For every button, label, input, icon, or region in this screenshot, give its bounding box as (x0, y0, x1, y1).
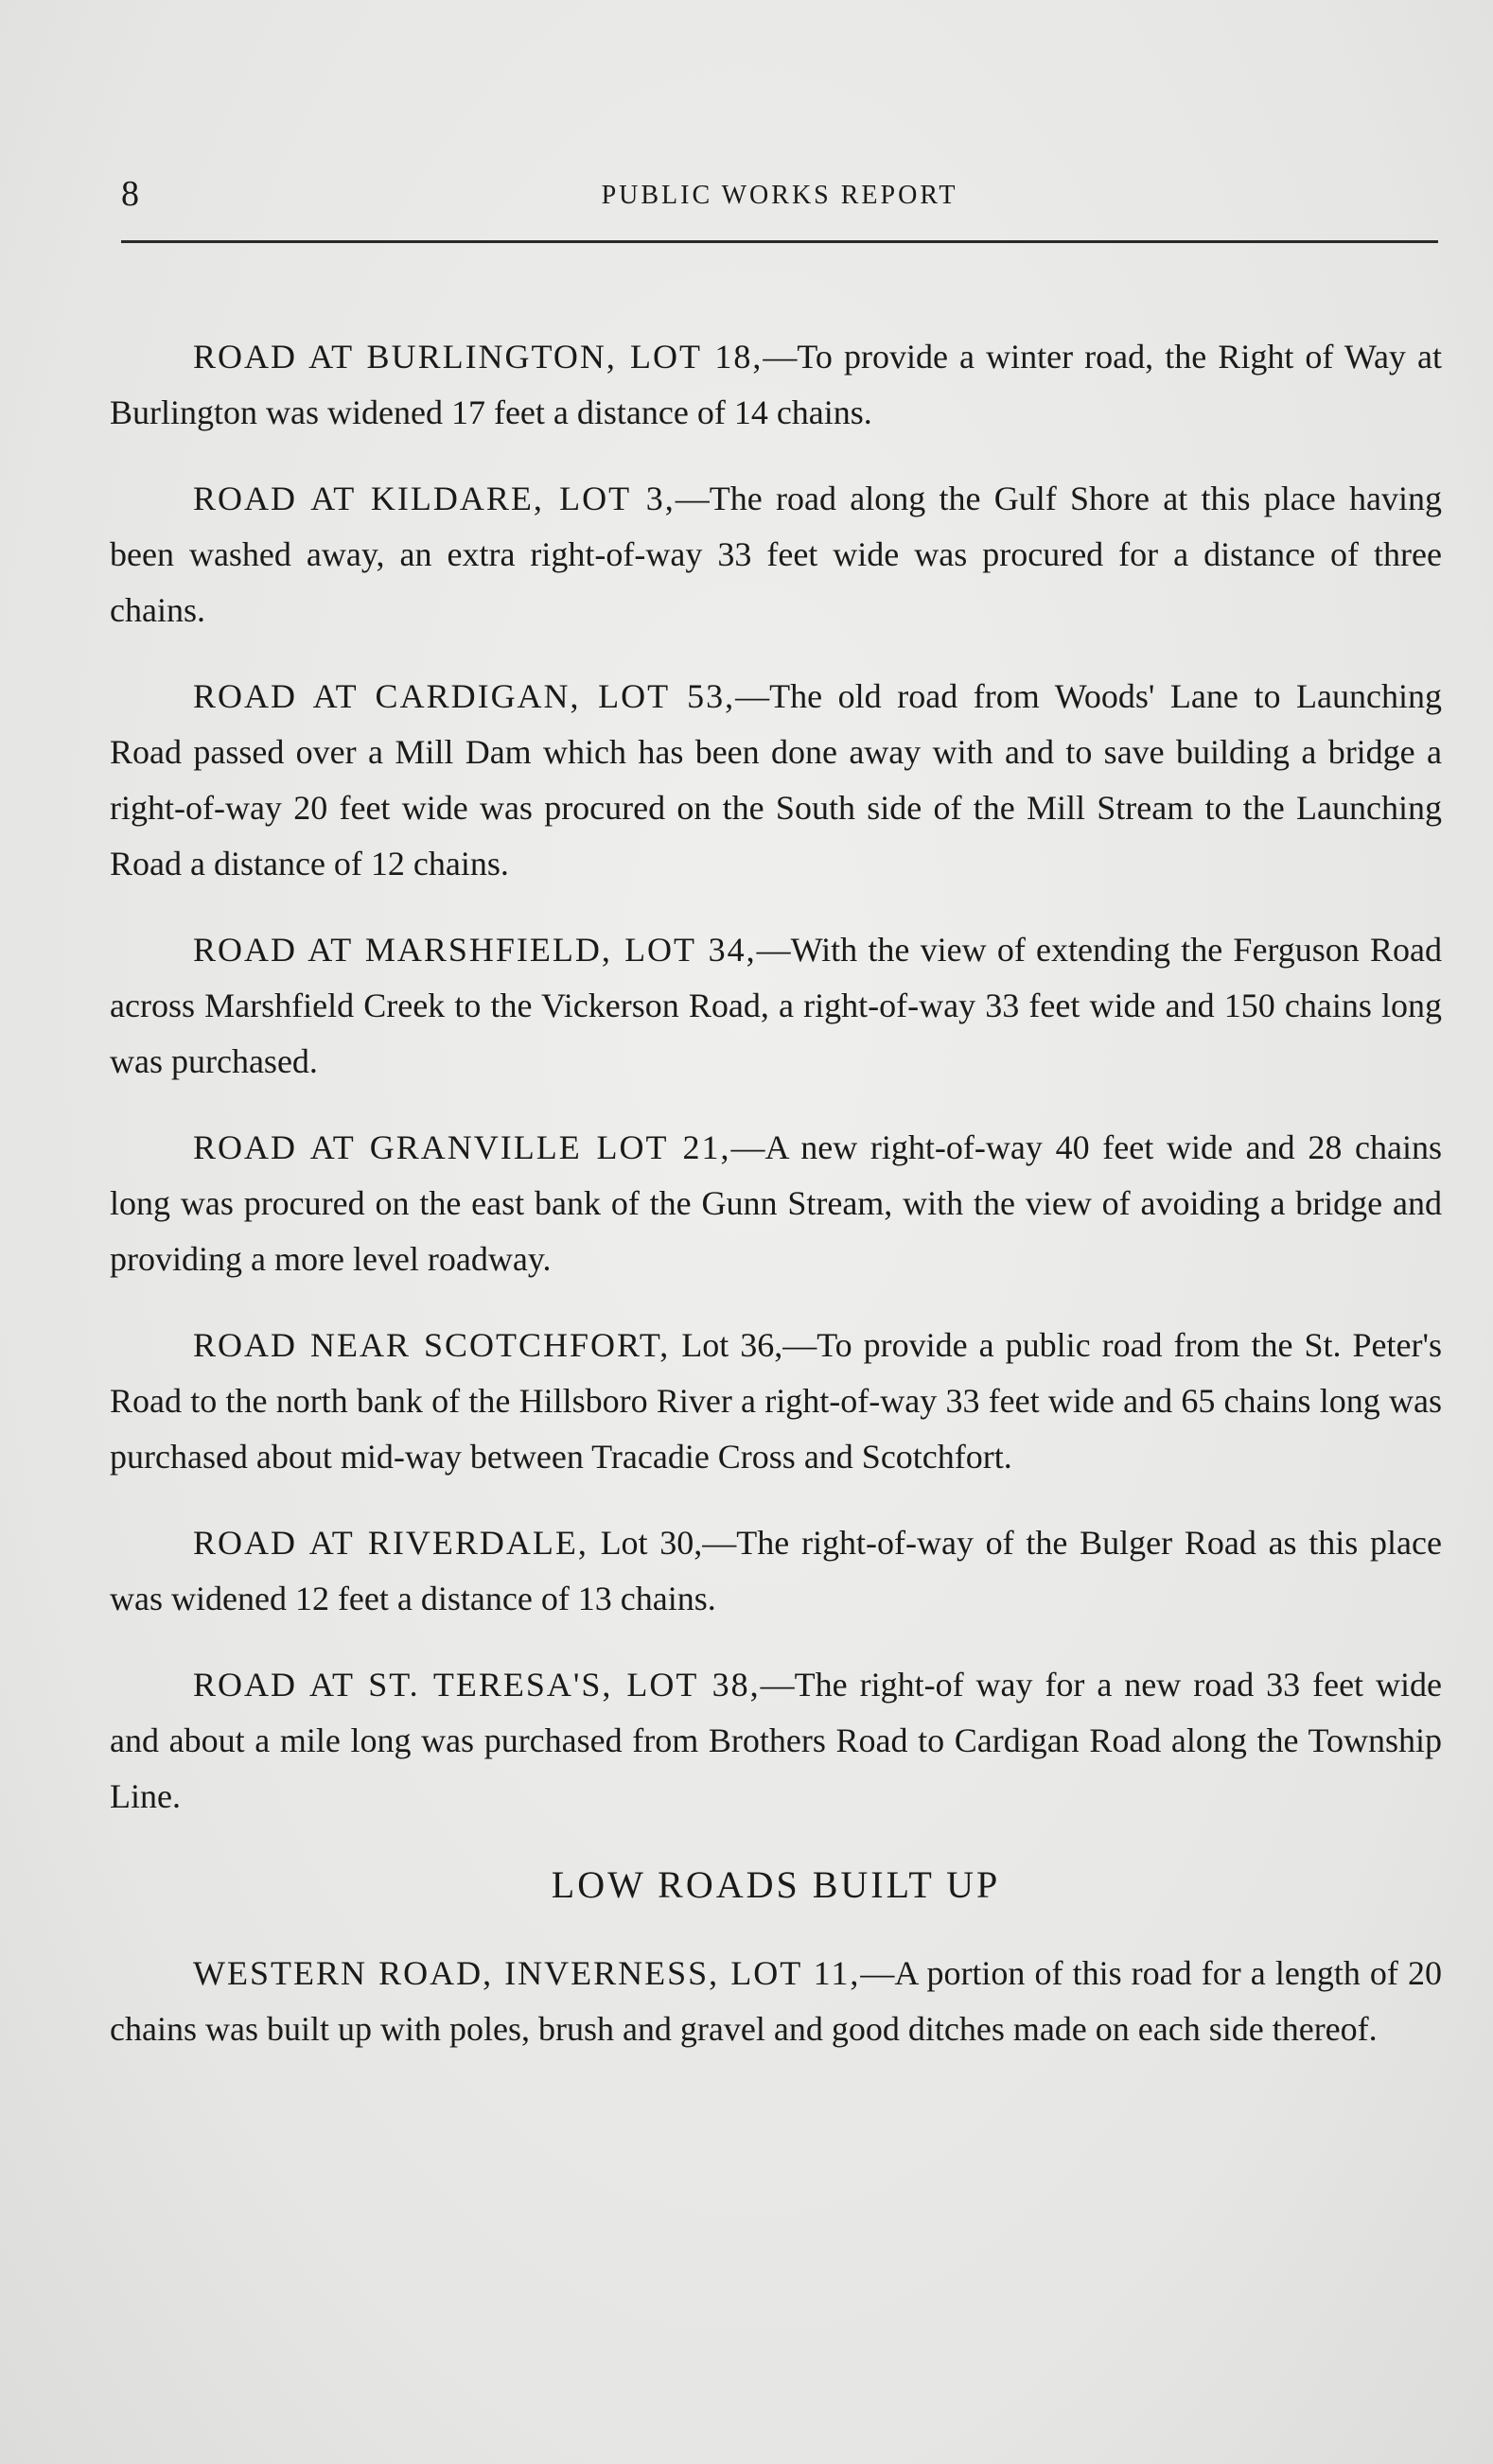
page-header (121, 170, 1438, 218)
paragraph-lead: WESTERN ROAD, INVERNESS, LOT 11, (193, 1954, 861, 1992)
paragraph-lead: ROAD AT MARSHFIELD, LOT 34, (193, 931, 757, 969)
paragraph-burlington (110, 329, 1442, 441)
paragraph-cardigan (110, 669, 1442, 892)
paragraph-text: Lot 36,—To provide a public road from the St. Peter's Road to the north bank of the Hillsboro River a right-of-way 33 feet wide and 65 chains long was purchased about mid-way between Tracadie Cross and Scotchfort. (110, 1326, 1442, 1476)
header-rule (121, 240, 1438, 243)
paragraph-granville (110, 1120, 1442, 1287)
paragraph-lead: ROAD AT CARDIGAN, LOT 53, (193, 677, 736, 715)
paragraph-text: —The right-of way for a new road 33 feet wide and about a mile long was purchased from Brothers Road to Cardigan Road along the Township Line. (110, 1666, 1442, 1815)
paragraph-lead: ROAD AT RIVERDALE, (193, 1524, 588, 1562)
running-head: PUBLIC WORKS REPORT (601, 181, 958, 210)
page-body (110, 329, 1442, 2088)
paragraph-lead: ROAD NEAR SCOTCHFORT, (193, 1326, 671, 1364)
paragraph-lead: ROAD AT KILDARE, LOT 3, (193, 480, 676, 517)
paragraph-text: —The road along the Gulf Shore at this place having been washed away, an extra right-of-way 33 feet wide was procured for a distance of three chains. (110, 480, 1442, 629)
paragraph-text: Lot 30,—The right-of-way of the Bulger Road as this place was widened 12 feet a distance of 13 chains. (110, 1524, 1442, 1617)
paragraph-st-teresas (110, 1657, 1442, 1825)
paragraph-text: —To provide a winter road, the Right of Way at Burlington was widened 17 feet a distance of 14 chains. (110, 338, 1442, 431)
paragraph-scotchfort (110, 1318, 1442, 1485)
paragraph-marshfield (110, 922, 1442, 1090)
paragraph-text: —With the view of extending the Ferguson Road across Marshfield Creek to the Vickerson Road, a right-of-way 33 feet wide and 150 chains long was purchased. (110, 931, 1442, 1080)
paragraph-text: —The old road from Woods' Lane to Launching Road passed over a Mill Dam which has been done away with and to save building a bridge a right-of-way 20 feet wide was procured on the South side of the Mill Stream to the Launching Road a distance of 12 chains. (110, 677, 1442, 882)
paragraph-kildare (110, 471, 1442, 638)
paragraph-lead: ROAD AT ST. TERESA'S, LOT 38, (193, 1666, 761, 1704)
paragraph-riverdale (110, 1515, 1442, 1627)
page-number: 8 (121, 174, 139, 214)
paragraph-text: —A portion of this road for a length of 20 chains was built up with poles, brush and gravel and good ditches made on each side thereof. (110, 1954, 1442, 2048)
section-heading: LOW ROADS BUILT UP (551, 1863, 1001, 1906)
paragraph-western-road (110, 1946, 1442, 2057)
paragraph-text: —A new right-of-way 40 feet wide and 28 chains long was procured on the east bank of the Gunn Stream, with the view of avoiding a bridge and providing a more level roadway. (110, 1128, 1442, 1278)
paragraph-lead: ROAD AT GRANVILLE LOT 21, (193, 1128, 731, 1166)
paragraph-lead: ROAD AT BURLINGTON, LOT 18, (193, 338, 764, 376)
